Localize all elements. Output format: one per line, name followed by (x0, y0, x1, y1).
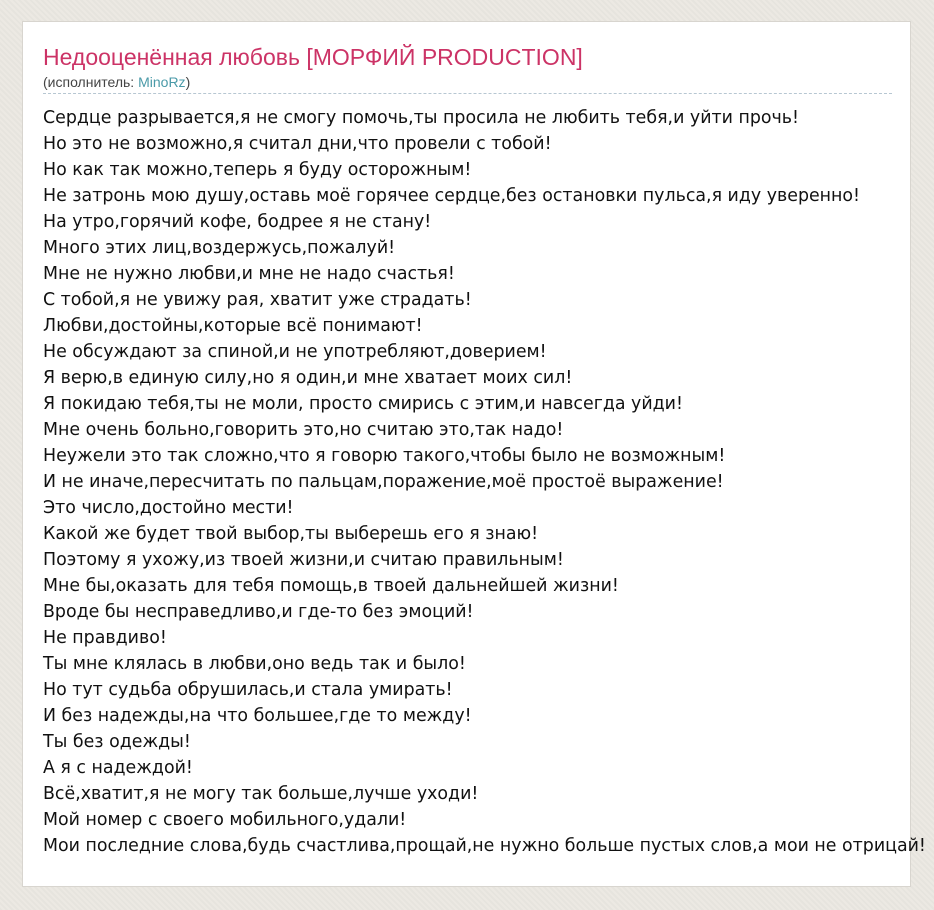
lyric-line: Ты мне клялась в любви,оно ведь так и было! (43, 654, 466, 674)
lyric-line: Я верю,в единую силу,но я один,и мне хватает моих сил! (43, 368, 573, 388)
artist-link[interactable]: MinoRz (138, 74, 186, 90)
lyric-line: Неужели это так сложно,что я говорю такого,чтобы было не возможным! (43, 446, 726, 466)
lyric-line: Поэтому я ухожу,из твоей жизни,и считаю правильным! (43, 550, 564, 570)
lyric-line: Но тут судьба обрушилась,и стала умирать! (43, 680, 453, 700)
lyric-line: Не затронь мою душу,оставь моё горячее сердце,без остановки пульса,я иду уверенно! (43, 186, 861, 206)
lyric-line: Любви,достойны,которые всё понимают! (43, 316, 423, 336)
lyric-line: Мне бы,оказать для тебя помощь,в твоей дальнейшей жизни! (43, 576, 619, 596)
lyric-line: Но это не возможно,я считал дни,что провели с тобой! (43, 134, 552, 154)
lyric-line: Ты без одежды! (43, 732, 191, 752)
lyric-line: Вроде бы несправедливо,и где-то без эмоций! (43, 602, 474, 622)
lyric-line: Сердце разрывается,я не смогу помочь,ты просила не любить тебя,и уйти прочь! (43, 108, 800, 128)
lyric-line: Не обсуждают за спиной,и не употребляют,доверием! (43, 342, 547, 362)
lyric-line: А я с надеждой! (43, 758, 193, 778)
lyric-line: Это число,достойно мести! (43, 498, 294, 518)
lyric-line: Всё,хватит,я не могу так больше,лучше уходи! (43, 784, 479, 804)
lyrics-card (22, 21, 926, 887)
lyric-line: Я покидаю тебя,ты не моли, просто смирись с этим,и навсегда уйди! (43, 394, 683, 414)
lyric-line: С тобой,я не увижу рая, хватит уже страдать! (43, 290, 472, 310)
lyric-line: Не правдиво! (43, 628, 167, 648)
lyric-line: Много этих лиц,воздержусь,пожалуй! (43, 238, 396, 258)
lyrics-text (43, 105, 926, 859)
artist-line (43, 73, 190, 91)
title-divider (43, 93, 892, 94)
lyric-line: Мои последние слова,будь счастлива,прощай,не нужно больше пустых слов,а мои не отрицай! (43, 836, 926, 856)
lyric-line: Но как так можно,теперь я буду осторожным! (43, 160, 472, 180)
lyric-line: Мой номер с своего мобильного,удали! (43, 810, 407, 830)
artist-prefix: (исполнитель: (43, 74, 139, 90)
lyric-line: На утро,горячий кофе, бодрее я не стану! (43, 212, 432, 232)
lyric-line: Мне не нужно любви,и мне не надо счастья! (43, 264, 455, 284)
lyric-line: Мне очень больно,говорить это,но считаю это,так надо! (43, 420, 564, 440)
artist-suffix: ) (185, 74, 191, 90)
lyric-line: И без надежды,на что большее,где то между! (43, 706, 472, 726)
lyric-line: Какой же будет твой выбор,ты выберешь его я знаю! (43, 524, 539, 544)
lyric-line: И не иначе,пересчитать по пальцам,поражение,моё простоё выражение! (43, 472, 724, 492)
song-title: Недооценённая любовь [МОРФИЙ PRODUCTION] (43, 44, 583, 70)
